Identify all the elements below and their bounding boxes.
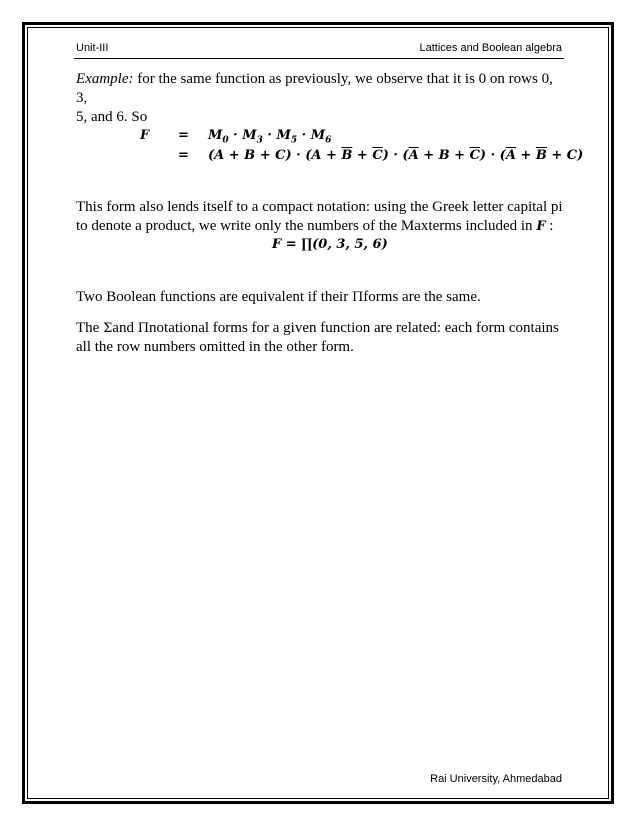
example-paragraph — [76, 70, 566, 127]
equation-eq-2: = — [178, 148, 189, 163]
example-text-line2: 5, and 6. So — [76, 109, 148, 125]
compact-formula: F = ∏(0, 3, 5, 6) — [272, 237, 388, 252]
equivalence-paragraph — [76, 288, 566, 307]
compact-line2: to denote a product, we write only the numbers of the Maxterms included in — [76, 218, 533, 234]
footer-university: Rai University, Ahmedabad — [430, 773, 562, 785]
equivalence-after: forms are the same. — [363, 289, 481, 305]
compact-paragraph — [76, 198, 566, 236]
sigma-symbol: Σ — [103, 321, 113, 336]
equation-line1: $M_0 \cdot M_3 \cdot M_5 \cdot M_6$ — [208, 128, 332, 146]
pi-symbol: Π — [351, 290, 364, 305]
relation-part3: notational forms for a given function are related: each form contains — [149, 320, 559, 336]
equation-line2: $(A + B + C) \cdot (A + \overline{B} + \overline{C}) \cdot (\overline{A} + B + \overline{C}) \cdot (\overline{A} + \overline{B} + C)$ — [208, 148, 584, 163]
pi-symbol-2: Π — [137, 321, 150, 336]
header-rule — [74, 58, 564, 59]
compact-var: F — [536, 219, 546, 234]
example-text-line1: for the same function as previously, we observe that it is 0 on rows 0, 3, — [76, 71, 553, 106]
equation-eq-1: = — [178, 128, 189, 143]
compact-line1: This form also lends itself to a compact notation: using the Greek letter capital pi — [76, 199, 563, 215]
relation-line2: all the row numbers omitted in the other form. — [76, 339, 354, 355]
example-label: Example: — [76, 71, 134, 87]
header-title: Lattices and Boolean algebra — [419, 42, 562, 54]
relation-paragraph — [76, 319, 566, 357]
equation-lhs: F — [140, 128, 150, 143]
compact-colon: : — [549, 218, 554, 234]
relation-part1: The — [76, 320, 100, 336]
header-unit: Unit-III — [76, 42, 109, 54]
equivalence-before: Two Boolean functions are equivalent if their — [76, 289, 349, 305]
relation-part2: and — [112, 320, 134, 336]
